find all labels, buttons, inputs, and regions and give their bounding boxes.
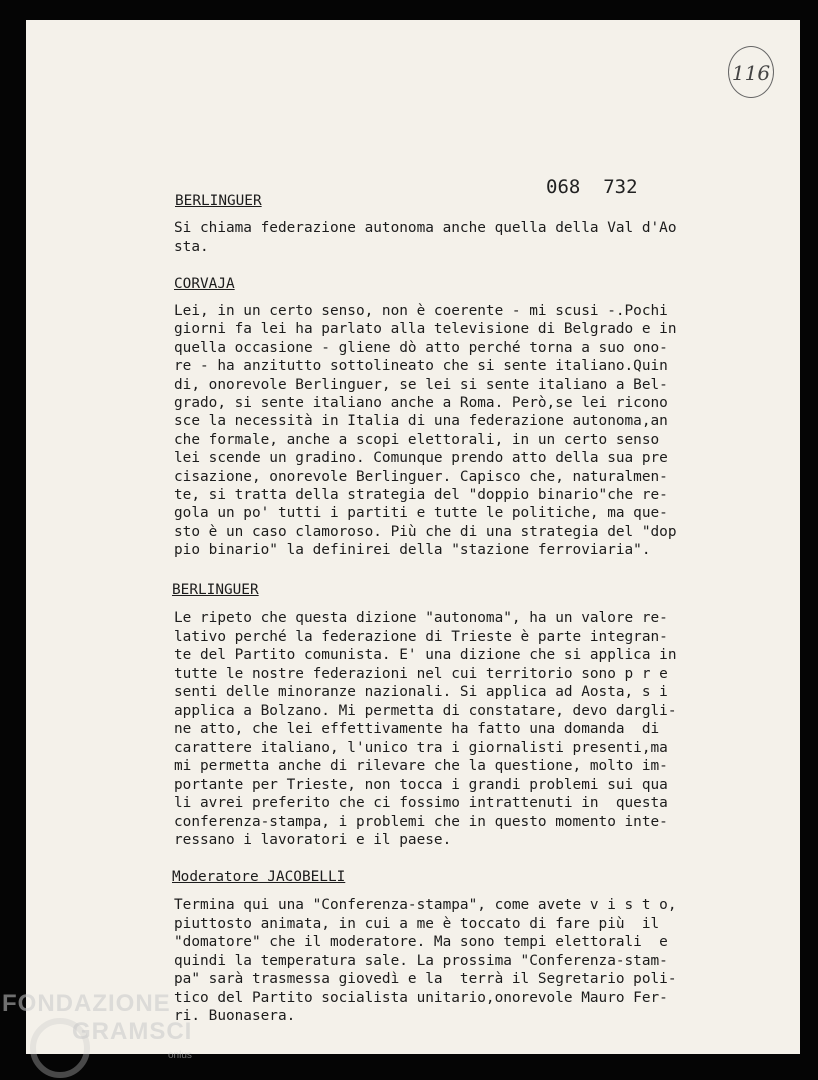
text-line: Termina qui una "Conferenza-stampa", come avete v i s t o, (174, 897, 677, 913)
text-line: piuttosto animata, in cui a me è toccato di fare più il (174, 915, 660, 932)
watermark (2, 990, 192, 1046)
text-line: te del Partito comunista. E' una dizione che si applica in (174, 647, 677, 663)
text-line: quindi la temperatura sale. La prossima "Conferenza-stam- (174, 952, 668, 969)
text-line: ne atto, che lei effettivamente ha fatto una domanda di (174, 721, 660, 737)
text-line: ressano i lavoratori e il paese. (174, 832, 452, 848)
text-line: sta. (174, 238, 209, 255)
text-line: tico del Partito socialista unitario,onorevole Mauro Fer- (174, 989, 668, 1006)
text-line: gola un po' tutti i partiti e tutte le politiche, ma que- (174, 505, 668, 522)
text-line: quella occasione - gliene dò atto perché torna a suo ono- (174, 339, 668, 356)
text-line: applica a Bolzano. Mi permetta di constatare, devo dargli- (174, 702, 677, 719)
text-line: di, onorevole Berlinguer, se lei si sente italiano a Bel- (174, 376, 668, 393)
text-line: ri. Buonasera. (174, 1008, 296, 1024)
text-line: Lei, in un certo senso, non è coerente - mi scusi -.Pochi (174, 303, 668, 319)
text-line: lei scende un gradino. Comunque prendo atto della sua pre (174, 450, 668, 467)
text-line: Le ripeto che questa dizione "autonoma", ha un valore re- (174, 610, 668, 626)
speaker-name: BERLINGUER (175, 193, 262, 209)
text-line: senti delle minoranze nazionali. Si applica ad Aosta, s i (174, 684, 668, 700)
text-line: mi permetta anche di rilevare che la questione, molto im- (174, 758, 668, 774)
text-line: portante per Trieste, non tocca i grandi problemi sui qua (174, 776, 668, 793)
text-line: li avrei preferito che ci fossimo intrattenuti in questa (174, 795, 668, 811)
document-code: 068 732 (546, 176, 638, 198)
text-line: pio binario" la definirei della "stazione ferroviaria". (174, 542, 651, 559)
text-line: conferenza-stampa, i problemi che in questo momento inte- (174, 813, 668, 830)
text-line: tutte le nostre federazioni nel cui territorio sono p r e (174, 665, 668, 682)
text-line: pa" sarà trasmessa giovedì e la terrà il Segretario poli- (174, 971, 677, 987)
speaker-name: BERLINGUER (172, 582, 259, 598)
watermark-line1: FONDAZIONE (2, 990, 171, 1017)
text-line: sce la necessità in Italia di una federazione autonoma,an (174, 413, 668, 430)
text-line: te, si tratta della strategia del "doppio binario"che re- (174, 487, 668, 503)
text-line: grado, si sente italiano anche a Roma. Però,se lei ricono (174, 395, 668, 411)
text-line: giorni fa lei ha parlato alla televisione di Belgrado e in (174, 321, 677, 338)
text-line: che formale, anche a scopi elettorali, in un certo senso (174, 431, 660, 448)
text-line: sto è un caso clamoroso. Più che di una strategia del "dop (174, 523, 677, 540)
handwritten-page-number: 116 (728, 46, 774, 98)
speaker-name: CORVAJA (174, 276, 235, 292)
text-line: lativo perché la federazione di Trieste è parte integran- (174, 628, 668, 645)
watermark-sub: onlus (168, 1050, 192, 1061)
text-line: carattere italiano, l'unico tra i giornalisti presenti,ma (174, 739, 668, 756)
text-line: cisazione, onorevole Berlinguer. Capisco che, naturalmen- (174, 468, 668, 485)
text-line: Si chiama federazione autonoma anche quella della Val d'Ao (174, 220, 677, 236)
text-line: re - ha anzitutto sottolineato che si sente italiano.Quin (174, 358, 668, 375)
speaker-name: Moderatore JACOBELLI (172, 869, 346, 885)
watermark-line2: GRAMSCI (72, 1018, 193, 1045)
text-line: "domatore" che il moderatore. Ma sono tempi elettorali e (174, 934, 668, 950)
